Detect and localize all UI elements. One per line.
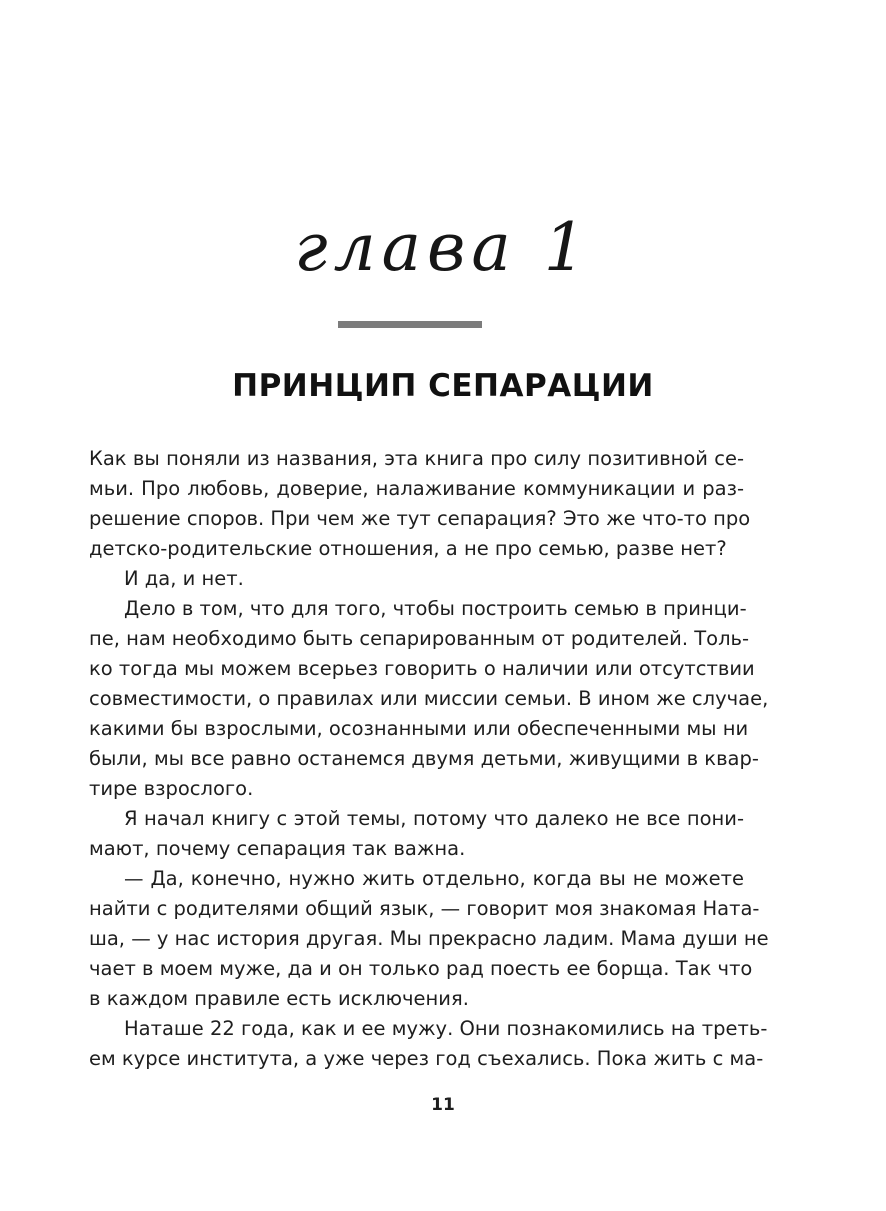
text-line: И да, и нет. [124,567,244,590]
text-line: решение споров. При чем же тут сепарация? Это же что-то про [89,507,751,530]
text-line: совместимости, о правилах или миссии семьи. В ином же случае, [89,687,769,710]
text-line: найти с родителями общий язык, — говорит моя знакомая Ната- [89,897,760,920]
text-line: тире взрослого. [89,777,254,800]
text-line: были, мы все равно останемся двумя детьми, живущими в квар- [89,747,759,770]
text-line: ко тогда мы можем всерьез говорить о наличии или отсутствии [89,657,755,680]
text-line: мают, почему сепарация так важна. [89,837,466,860]
text-line: пе, нам необходимо быть сепарированным от родителей. Толь- [89,627,750,650]
page-number: 11 [431,1095,455,1115]
text-line: детско-родительские отношения, а не про семью, разве нет? [89,537,727,560]
chapter-label: глава 1 [294,209,592,286]
chapter-divider [338,321,482,328]
text-line: ша, — у нас история другая. Мы прекрасно ладим. Мама души не [89,927,769,950]
text-line: в каждом правиле есть исключения. [89,987,469,1010]
body-text [89,444,769,1074]
text-line: — Да, конечно, нужно жить отдельно, когда вы не можете [124,867,744,890]
text-line: чает в моем муже, да и он только рад поесть ее борща. Так что [89,957,753,980]
text-line: Дело в том, что для того, чтобы построить семью в принци- [124,597,747,620]
text-line: Наташе 22 года, как и ее мужу. Они познакомились на треть- [124,1017,768,1040]
text-line: ем курсе института, а уже через год съехались. Пока жить с ма- [89,1047,764,1070]
text-line: какими бы взрослыми, осознанными или обеспеченными мы ни [89,717,749,740]
text-line: Я начал книгу с этой темы, потому что далеко не все пони- [124,807,744,830]
text-line: Как вы поняли из названия, эта книга про силу позитивной се- [89,447,744,470]
text-line: мьи. Про любовь, доверие, налаживание коммуникации и раз- [89,477,744,500]
chapter-title: ПРИНЦИП СЕПАРАЦИИ [232,368,654,404]
